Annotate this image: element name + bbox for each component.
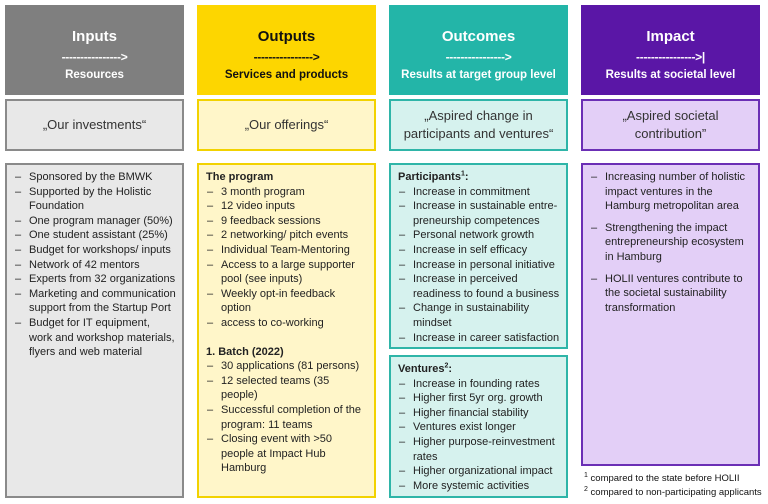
list-item: – Increase in commitment <box>395 185 562 200</box>
list-item: – Sponsored by the BMWK <box>11 170 176 185</box>
list-item: – Increase in founding rates <box>395 377 562 392</box>
inputs-list <box>11 170 176 360</box>
outcomes-quote-band <box>389 99 568 151</box>
impact-arrow: ---------------->| <box>636 50 705 64</box>
list-item: – Experts from 32 organizations <box>11 272 176 287</box>
list-item: – 3 month program <box>203 185 368 200</box>
list-item: – Network of 42 mentors <box>11 258 176 273</box>
list-item: – Higher purpose-reinvestment rates <box>395 435 562 464</box>
list-item: – Marketing and communication support from the Startup Port <box>11 287 176 316</box>
outcomes-quote: „Aspired change in participants and ventures“ <box>403 108 554 141</box>
program-list <box>203 185 368 331</box>
list-item: – Higher first 5yr org. growth <box>395 391 562 406</box>
list-item: – Increase in sustainable entre-preneurship competences <box>395 199 562 228</box>
impact-title: Impact <box>646 28 695 45</box>
list-item: – Ventures exist longer <box>395 420 562 435</box>
outputs-header <box>197 5 376 95</box>
inputs-quote: „Our investments“ <box>42 117 147 133</box>
outcomes-arrow: ----------------> <box>445 50 512 64</box>
list-item: – More systemic activities <box>395 479 562 494</box>
list-item: – 12 video inputs <box>203 199 368 214</box>
list-item: – Budget for workshops/ inputs <box>11 243 176 258</box>
list-item: – 2 networking/ pitch events <box>203 228 368 243</box>
list-item: – Increase in self efficacy <box>395 243 562 258</box>
list-item: – Individual Team-Mentoring <box>203 243 368 258</box>
list-item: – 12 selected teams (35 people) <box>203 374 368 403</box>
participants-title: Participants$^1$: <box>398 170 469 183</box>
list-item: – Personal network growth <box>395 228 562 243</box>
outputs-arrow: ----------------> <box>253 50 320 64</box>
list-item: – Budget for IT equipment, work and workshop materials, flyers and web material <box>11 316 176 360</box>
inputs-title: Inputs <box>72 28 117 45</box>
outputs-title: Outputs <box>257 28 316 45</box>
inputs-quote-band <box>5 99 184 151</box>
impact-quote-band <box>581 99 760 151</box>
batch-title: 1. Batch (2022) <box>206 345 284 358</box>
list-item: – 30 applications (81 persons) <box>203 359 368 374</box>
list-item: – 9 feedback sessions <box>203 214 368 229</box>
list-item: – Increase in perceived readiness to found a business <box>395 272 562 301</box>
inputs-header <box>5 5 184 95</box>
footnote-1: $^1$ compared to the state before HOLII <box>584 471 740 484</box>
participants-box <box>389 163 568 349</box>
outcomes-title: Outcomes <box>441 28 516 45</box>
list-item: – Increasing number of holistic impact ventures in the Hamburg metropolitan area <box>587 170 752 214</box>
list-item: – Increase in personal initiative <box>395 258 562 273</box>
impact-quote: „Aspired societal contribution” <box>622 108 719 141</box>
list-item: – Weekly opt-in feedback option <box>203 287 368 316</box>
list-item: – One program manager (50%) <box>11 214 176 229</box>
outputs-box <box>197 163 376 498</box>
list-item: – Closing event with >50 people at Impact Hub Hamburg <box>203 432 368 476</box>
list-item: – Increase in career satisfaction <box>395 331 562 346</box>
outputs-subtitle: Services and products <box>224 69 349 81</box>
list-item: – One student assistant (25%) <box>11 228 176 243</box>
participants-list <box>395 185 562 346</box>
list-item: – Supported by the Holistic Foundation <box>11 185 176 214</box>
inputs-subtitle: Resources <box>65 69 124 81</box>
batch-list <box>203 359 368 476</box>
program-title: The program <box>206 171 274 183</box>
list-item: – Higher organizational impact <box>395 464 562 479</box>
inputs-arrow: ----------------> <box>61 50 128 64</box>
list-item: – Strengthening the impact entrepreneurship ecosystem in Hamburg <box>587 221 752 265</box>
impact-subtitle: Results at societal level <box>605 69 736 81</box>
outcomes-subtitle: Results at target group level <box>401 69 556 81</box>
impact-list <box>587 170 752 315</box>
list-item: – HOLII ventures contribute to the societal sustainability transformation <box>587 272 752 316</box>
list-item: – Access to a large supporter pool (see inputs) <box>203 258 368 287</box>
outputs-quote-band <box>197 99 376 151</box>
list-item: – Higher financial stability <box>395 406 562 421</box>
ventures-box <box>389 355 568 498</box>
outputs-quote: „Our offerings“ <box>244 117 329 133</box>
impact-box <box>581 163 760 466</box>
list-item: – Change in sustainability mindset <box>395 301 562 330</box>
footnote-2: $^2$ compared to non-participating applicants <box>584 485 762 498</box>
outcomes-header <box>389 5 568 95</box>
inputs-box <box>5 163 184 498</box>
ventures-title: Ventures$^2$: <box>398 362 453 375</box>
ventures-list <box>395 377 562 494</box>
list-item: – Successful completion of the program: 11 teams <box>203 403 368 432</box>
list-item: – access to co-working <box>203 316 368 331</box>
impact-header <box>581 5 760 95</box>
